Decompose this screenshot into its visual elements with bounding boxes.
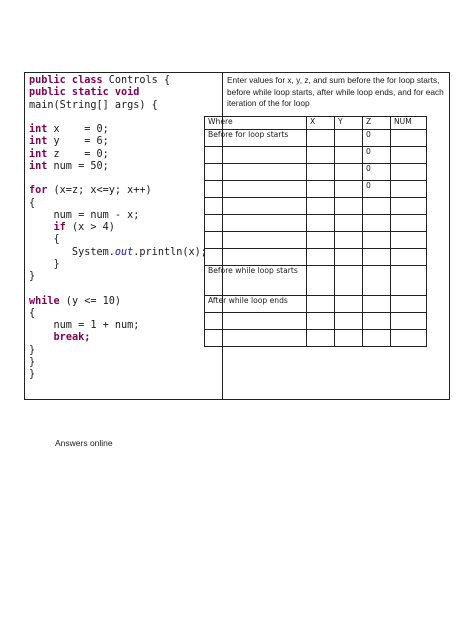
code-panel (25, 73, 223, 399)
table-row (205, 198, 427, 215)
value-cell: 0 (363, 181, 391, 198)
code-token: { (29, 197, 36, 209)
code-token: } (29, 258, 60, 270)
where-cell: Before while loop starts (205, 266, 307, 296)
instructions-text: Enter values for x, y, z, and sum before the for loop starts, before while loop starts, after while loop ends, and for each iteration of the for loop (227, 75, 444, 109)
code-keyword: public class (29, 75, 103, 86)
value-cell (363, 249, 391, 266)
code-line (29, 136, 109, 147)
column-header: Y (335, 117, 363, 130)
table-row (205, 232, 427, 249)
table-header-row (205, 117, 427, 130)
table-row (205, 266, 427, 296)
code-listing (29, 75, 207, 381)
where-cell (205, 147, 307, 164)
where-cell (205, 198, 307, 215)
code-line (29, 210, 139, 221)
where-cell (205, 330, 307, 347)
where-cell (205, 215, 307, 232)
value-cell (307, 313, 335, 330)
value-cell (391, 266, 427, 296)
code-token: (y <= 10) (59, 295, 122, 307)
code-token: } (29, 369, 36, 380)
where-cell: After while loop ends (205, 296, 307, 313)
code-keyword: int (29, 124, 48, 135)
code-token: Controls { (102, 75, 171, 86)
code-line (29, 357, 35, 368)
value-cell (391, 313, 427, 330)
value-cell: 0 (363, 130, 391, 147)
value-cell (335, 130, 363, 147)
code-keyword: for (29, 185, 48, 197)
code-line (29, 345, 35, 356)
code-line (29, 271, 35, 282)
value-cell (391, 215, 427, 232)
value-cell (391, 130, 427, 147)
value-cell (307, 330, 335, 347)
value-cell (391, 296, 427, 313)
table-row (205, 164, 427, 181)
value-cell (307, 249, 335, 266)
table-row (205, 215, 427, 232)
code-line (29, 124, 109, 135)
value-cell (307, 164, 335, 181)
tracing-table (204, 116, 427, 347)
value-cell (391, 330, 427, 347)
value-cell (307, 130, 335, 147)
value-cell (391, 164, 427, 181)
where-cell: Before for loop starts (205, 130, 307, 147)
where-cell (205, 313, 307, 330)
code-line (29, 149, 109, 160)
tracing-table-body (205, 117, 427, 347)
code-token: } (29, 271, 36, 282)
code-token: } (29, 356, 36, 368)
value-cell (335, 181, 363, 198)
value-cell (335, 215, 363, 232)
value-cell (363, 330, 391, 347)
value-cell (391, 147, 427, 164)
value-cell (307, 266, 335, 296)
code-token: num = num - x; (29, 209, 140, 221)
code-line (29, 308, 35, 319)
code-keyword: if (53, 222, 66, 233)
code-token (29, 332, 54, 343)
value-cell (335, 198, 363, 215)
value-cell (391, 181, 427, 198)
table-row (205, 296, 427, 313)
value-cell (307, 198, 335, 215)
where-cell (205, 232, 307, 249)
code-token: (x > 4) (65, 222, 115, 233)
code-line (29, 369, 35, 380)
code-token (29, 222, 54, 233)
value-cell (335, 266, 363, 296)
code-token: y = 6; (47, 136, 109, 148)
value-cell: 0 (363, 164, 391, 181)
column-header: NUM (391, 117, 427, 130)
where-cell (205, 181, 307, 198)
code-line (29, 100, 158, 111)
value-cell: 0 (363, 147, 391, 164)
value-cell (307, 147, 335, 164)
code-token: num = 1 + num; (29, 320, 140, 331)
value-cell (335, 249, 363, 266)
value-cell (335, 232, 363, 249)
where-cell (205, 164, 307, 181)
code-keyword: int (29, 148, 48, 160)
value-cell (363, 313, 391, 330)
value-cell (363, 232, 391, 249)
code-line (29, 75, 170, 86)
column-header: X (307, 117, 335, 130)
value-cell (391, 249, 427, 266)
code-line (29, 222, 115, 233)
code-token: main(String[] args) { (29, 99, 158, 111)
value-cell (335, 164, 363, 181)
value-cell (335, 147, 363, 164)
code-line (29, 185, 152, 196)
table-row (205, 147, 427, 164)
code-line (29, 259, 60, 270)
code-keyword: while (29, 295, 60, 307)
value-cell (363, 215, 391, 232)
code-token: { (29, 307, 36, 319)
code-token: { (29, 234, 60, 246)
value-cell (307, 296, 335, 313)
code-line (29, 332, 90, 343)
table-row (205, 249, 427, 266)
value-cell (363, 266, 391, 296)
code-keyword: int (29, 136, 48, 148)
value-cell (363, 296, 391, 313)
value-cell (363, 198, 391, 215)
code-line (29, 234, 60, 245)
code-line (29, 320, 139, 331)
code-token: (x=z; x<=y; x++) (47, 185, 152, 197)
code-line (29, 87, 139, 98)
table-row (205, 330, 427, 347)
value-cell (335, 330, 363, 347)
code-token: z = 0; (47, 148, 109, 160)
code-line (29, 198, 35, 209)
value-cell (307, 215, 335, 232)
code-keyword: break; (53, 332, 91, 344)
code-token: } (29, 344, 36, 356)
column-header: Where (205, 117, 307, 130)
value-cell (307, 181, 335, 198)
code-token: x = 0; (47, 124, 109, 135)
value-cell (335, 313, 363, 330)
table-row (205, 181, 427, 198)
code-token: num = 50; (47, 160, 109, 172)
code-token: .println(x); (133, 246, 207, 258)
code-keyword: public static void (29, 87, 140, 99)
code-line (29, 296, 121, 307)
code-line (29, 247, 207, 258)
code-token: out (114, 246, 134, 258)
code-line (29, 161, 109, 172)
answers-online-note: Answers online (55, 438, 113, 448)
column-header: Z (363, 117, 391, 130)
value-cell (307, 232, 335, 249)
value-cell (391, 198, 427, 215)
table-row (205, 313, 427, 330)
where-cell (205, 249, 307, 266)
table-row (205, 130, 427, 147)
code-keyword: int (29, 160, 48, 172)
value-cell (335, 296, 363, 313)
code-token: System. (29, 246, 115, 258)
value-cell (391, 232, 427, 249)
